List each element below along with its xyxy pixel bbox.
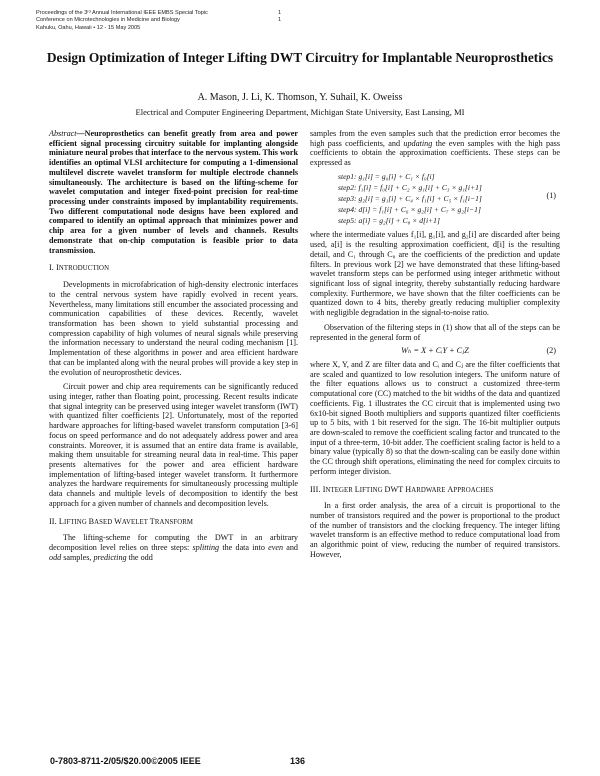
affiliation: Electrical and Computer Engineering Department, Michigan State University, East Lansing, MI [135,107,465,117]
paragraph: Observation of the filtering steps in (1) show that all of the steps can be represented in the general form of [310,322,560,342]
equation-line: step4: d[i] = f₁[i] + C₆ × g₂[i] + C₇ × g₂[i−1] [338,205,481,215]
paragraph: where X, Y, and Z are filter data and Cᵢ and Cⱼ are the filter coefficients that are scaled and quantized to low resolution integers. The uniform nature of the filter equations allows us to construct a customized three-term computational core (CC) matched to the bit widths of the data and quantized coefficients. Fig. 1 illustrates the CC circuit that is implemented using two 6x10-bit signed Booth multipliers and supports quantized filter coefficients up to 5 bits, with 1 bit reserved for the sign. The 16-bit multiplier outputs are down-scaled to remove the coefficient scaling factor and truncated to the input of a three-term, 10-bit adder. The coefficient scaling factor is held to a binary value (typically 8) so that the down-scaling can be easily done within the CC through shift operations, eliminating the need for complex circuits to perform integer division. [310,359,560,476]
page-number: 136 [290,756,306,766]
proceedings-header [36,10,282,32]
paper-title: Design Optimization of Integer Lifting DWT Circuitry for Implantable Neuroprosthetics [46,50,554,65]
equation-line: step2: f₁[i] = f₀[i] + C₂ × g₁[i] + C₃ × g₁[i+1] [338,182,482,192]
header-line: Proceedings of the 3ʳᵈ Annual International IEEE EMBS Special Topic [36,10,208,16]
abstract-text: —Neuroprosthetics can benefit greatly from area and power efficient signal processing circuitry suitable for implanting alongside miniature neural probes that interface to the nervous system. This work identifies an optimal VLSI architecture for computing a 1-dimensional multilevel discrete wavelet transform for multiple electrode channels simultaneously. The architecture is based on the lifting-scheme for wavelet computation and integer fixed-point precision for real-time processing under constraints imposed by implantability requirements. Two different computational node designs have been explored and compared to identify an optimal approach that minimizes power and chip area for a given number of levels and channels. Results demonstrate that on-chip computation is feasible prior to data transmission. [49,129,298,255]
paragraph: where the intermediate values f₁[i], g₁[i], and g₂[i] are discarded after being used, a[i] is the resulting approximation coefficient, d[i] is the resulting detail, and C₁ through C₈ are the coefficients of the prediction and update filters. In previous work [2] we have demonstrated that these lifting-based wavelet transform steps can be performed using integer arithmetic without significant loss of signal integrity, thereby substantially reducing hardware complexity. Furthermore, we have shown that the filter coefficients can be quantized down to 4 bits, thereby greatly reducing multiplier complexity with negligible degradation in the signal-to-noise ratio. [310,230,560,318]
left-column [49,129,298,562]
header-mark: 1 [278,17,282,24]
abstract-label: Abstract [49,129,77,138]
section-heading-lifting: II. LIFTING BASED WAVELET TRANSFORM [49,516,194,526]
authors: A. Mason, J. Li, K. Thomson, Y. Suhail, K. Oweiss [197,92,403,103]
header-line: Conference on Microtechnologies in Medicine and Biology [36,17,180,24]
header-mark: 1 [278,10,282,16]
copyright-footer: 0-7803-8711-2/05/$20.00©2005 IEEE [50,756,201,766]
equation-line: step1: g₁[i] = g₀[i] + C₁ × f₀[i] [338,171,435,181]
equation-line: step5: a[i] = g₂[i] + C₈ × d[i+1] [338,216,440,226]
paragraph: Circuit power and chip area requirements can be significantly reduced using integer, rather than floating point, processing. Recent results indicate that signal integrity can be preserved using integer wavelet transform (IWT) with quantized filter coefficients [2]. Unfortunately, most of the reported hardware approaches for lifting-based wavelet transform computation [3-6] focus on speed performance and do not adequately address power and area constraints. Moreover, it is assumed that an entire data frame is available, making them unsuitable for streaming neural data in real-time. This paper presents alternatives for the power and area efficient hardware implementation of lifting-based integer wavelet transform. It furthermore analyzes the hardware requirements for simultaneously processing multiple data channels and multiple levels of decomposition to identify the best approach for a given number of channels and decomposition levels. [49,382,298,508]
section-heading-introduction: I. INTRODUCTION [49,263,110,273]
equation-number: (1) [546,190,556,200]
equation-number: (2) [546,346,556,356]
paragraph: In a first order analysis, the area of a circuit is proportional to the number of transistors required and the power is proportional to the product of the number of transistors and the clocking frequency. The integer lifting wavelet transform is an effective method to reduce computational load from an algorithmic point of view, reducing the number of required transistors. However, [310,501,560,559]
abstract [49,129,298,255]
equation-2 [310,346,560,356]
equation-line: Wₕ = X + CᵢY + CⱼZ [401,346,469,356]
paragraph: The lifting-scheme for computing the DWT in an arbitrary decomposition level relies on three steps: splitting the data into even and odd samples, predicting the odd [49,533,298,562]
equation-line: step3: g₂[i] = g₁[i] + C₄ × f₁[i] + C₅ × f₁[i−1] [338,194,482,204]
paragraph: samples from the even samples such that the prediction error becomes the high pass coefficients, and updating the even samples with the high pass coefficients to obtain the approximation coefficients. These steps can be expressed as [310,129,560,168]
right-column [310,129,560,560]
header-line: Kahuku, Oahu, Hawaii • 12 - 15 May 2005 [36,24,141,31]
paragraph: Developments in microfabrication of high-density electronic interfaces to the central nervous system have rapidly evolved in recent years. Nevertheless, many limitations still encumber the associated processing and communication capabilities of these devices. Recently, wavelet transformation has been shown to yield substantial processing and compression capability of high volumes of neural signals while preserving the information necessary to understand the neural coding mechanism [1]. Implementation of these algorithms in power and area efficient hardware that can be implanted along with the neural probes will provide a key step in the evolution of neuroprosthetic devices. [49,280,298,377]
equation-1 [310,171,560,226]
section-heading-integer-lifting: III. INTEGER LIFTING DWT HARDWARE APPROACHES [310,484,494,494]
